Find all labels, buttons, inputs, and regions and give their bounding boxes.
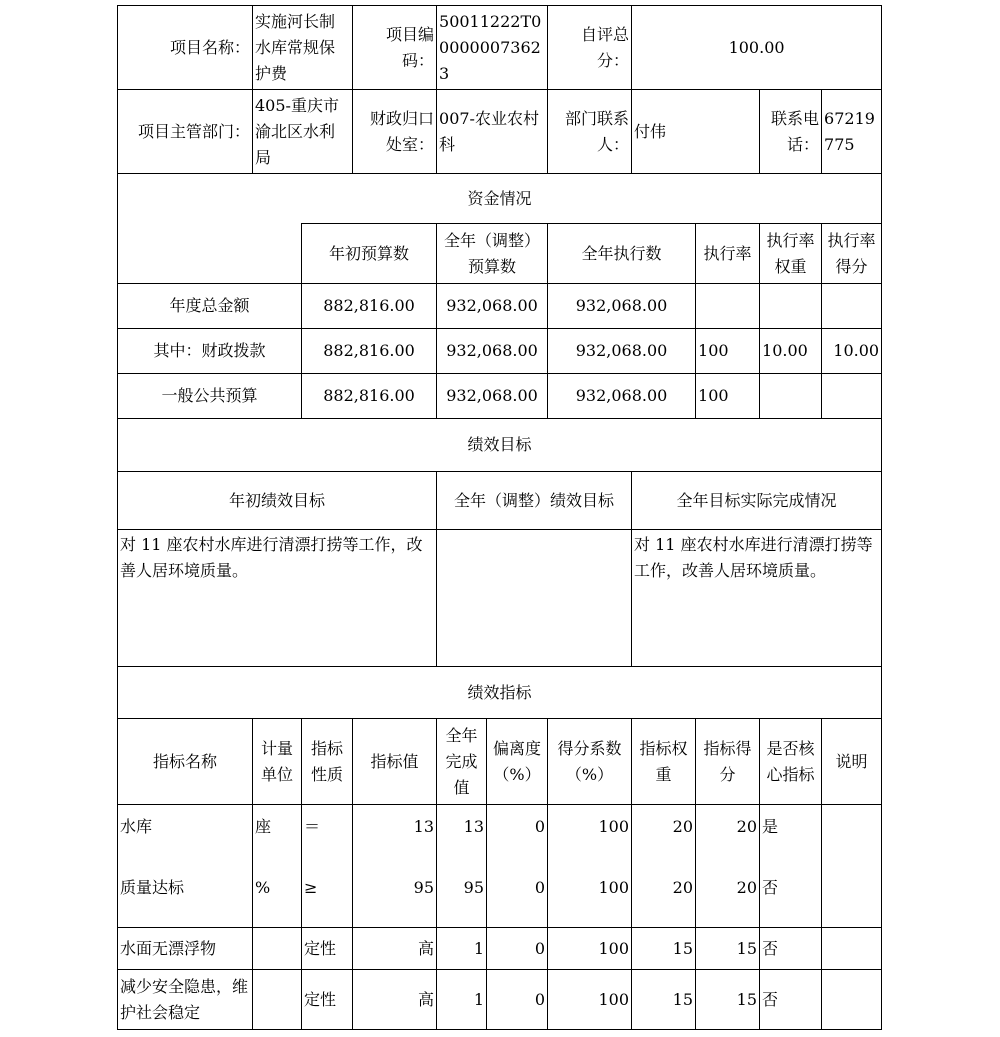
ind-done: 95 — [437, 850, 487, 928]
ind-weight: 15 — [632, 970, 696, 1030]
ind-unit — [253, 970, 302, 1030]
office-value: 007-农业农村科 — [437, 90, 548, 174]
ind-header-target: 指标值 — [353, 719, 437, 805]
ind-name: 质量达标 — [118, 850, 253, 928]
funds-row-label: 一般公共预算 — [118, 374, 302, 419]
funds-row-score: 10.00 — [822, 329, 882, 374]
funds-row-label: 其中：财政拨款 — [118, 329, 302, 374]
office-label: 财政归口处室： — [353, 90, 437, 174]
funds-row-adjusted: 932,068.00 — [437, 374, 548, 419]
ind-weight: 15 — [632, 928, 696, 970]
ind-coef: 100 — [548, 970, 632, 1030]
ind-nature: ＝ — [302, 805, 353, 850]
ind-score: 15 — [696, 928, 760, 970]
goals-header-adjusted: 全年（调整）绩效目标 — [437, 472, 632, 530]
ind-dev: 0 — [487, 805, 548, 850]
project-code-value: 50011222T000000073623 — [437, 6, 548, 90]
ind-dev: 0 — [487, 970, 548, 1030]
ind-coef: 100 — [548, 850, 632, 928]
ind-core: 否 — [760, 850, 822, 928]
ind-done: 13 — [437, 805, 487, 850]
ind-header-note: 说明 — [822, 719, 882, 805]
funds-row-weight — [760, 374, 822, 419]
contact-value: 付伟 — [632, 90, 760, 174]
project-name-value: 实施河长制水库常规保护费 — [253, 6, 353, 90]
table-row — [118, 928, 882, 970]
ind-header-dev: 偏离度（%） — [487, 719, 548, 805]
ind-target: 高 — [353, 928, 437, 970]
score-value: 100.00 — [632, 6, 882, 90]
goals-actual-text: 对 11 座农村水库进行清漂打捞等工作，改善人居环境质量。 — [632, 530, 882, 667]
funds-header-executed: 全年执行数 — [548, 224, 696, 284]
funds-row-executed: 932,068.00 — [548, 374, 696, 419]
funds-row-score — [822, 374, 882, 419]
ind-header-core: 是否核心指标 — [760, 719, 822, 805]
ind-header-weight: 指标权重 — [632, 719, 696, 805]
ind-core: 是 — [760, 805, 822, 850]
contact-label: 部门联系人： — [548, 90, 632, 174]
funds-header-blank — [118, 224, 302, 284]
ind-dev: 0 — [487, 928, 548, 970]
ind-nature: ≥ — [302, 850, 353, 928]
funds-row-rate — [696, 284, 760, 329]
ind-core: 否 — [760, 928, 822, 970]
funds-row-initial: 882,816.00 — [302, 284, 437, 329]
funds-row-adjusted: 932,068.00 — [437, 329, 548, 374]
ind-nature: 定性 — [302, 928, 353, 970]
ind-header-score: 指标得分 — [696, 719, 760, 805]
ind-header-name: 指标名称 — [118, 719, 253, 805]
table-row — [118, 970, 882, 1030]
ind-nature: 定性 — [302, 970, 353, 1030]
table-row — [118, 805, 882, 850]
funds-row-label: 年度总金额 — [118, 284, 302, 329]
ind-header-done: 全年完成值 — [437, 719, 487, 805]
funds-row-rate: 100 — [696, 374, 760, 419]
ind-unit — [253, 928, 302, 970]
ind-done: 1 — [437, 928, 487, 970]
funds-header-weight: 执行率权重 — [760, 224, 822, 284]
ind-coef: 100 — [548, 928, 632, 970]
funds-row-weight: 10.00 — [760, 329, 822, 374]
funds-row-executed: 932,068.00 — [548, 284, 696, 329]
funds-header-rate: 执行率 — [696, 224, 760, 284]
funds-header-score: 执行率得分 — [822, 224, 882, 284]
project-name-label: 项目名称： — [118, 6, 253, 90]
ind-header-unit: 计量单位 — [253, 719, 302, 805]
ind-target: 13 — [353, 805, 437, 850]
indicators-section-title: 绩效指标 — [118, 667, 882, 719]
ind-weight: 20 — [632, 805, 696, 850]
dept-label: 项目主管部门： — [118, 90, 253, 174]
evaluation-table — [117, 5, 882, 1030]
funds-header-initial: 年初预算数 — [302, 224, 437, 284]
funds-row-initial: 882,816.00 — [302, 329, 437, 374]
score-label: 自评总分： — [548, 6, 632, 90]
ind-name: 水库 — [118, 805, 253, 850]
goals-header-actual: 全年目标实际完成情况 — [632, 472, 882, 530]
funds-row-adjusted: 932,068.00 — [437, 284, 548, 329]
table-row — [118, 329, 882, 374]
dept-value: 405-重庆市渝北区水利局 — [253, 90, 353, 174]
phone-value: 67219775 — [822, 90, 882, 174]
table-row — [118, 374, 882, 419]
funds-row-rate: 100 — [696, 329, 760, 374]
ind-note — [822, 928, 882, 970]
ind-done: 1 — [437, 970, 487, 1030]
table-row — [118, 284, 882, 329]
ind-header-coef: 得分系数（%） — [548, 719, 632, 805]
ind-note — [822, 970, 882, 1030]
funds-header-adjusted: 全年（调整）预算数 — [437, 224, 548, 284]
ind-score: 15 — [696, 970, 760, 1030]
funds-row-score — [822, 284, 882, 329]
ind-unit: % — [253, 850, 302, 928]
funds-row-initial: 882,816.00 — [302, 374, 437, 419]
ind-note — [822, 850, 882, 928]
ind-coef: 100 — [548, 805, 632, 850]
ind-name: 减少安全隐患，维护社会稳定 — [118, 970, 253, 1030]
ind-name: 水面无漂浮物 — [118, 928, 253, 970]
goals-adjusted-text — [437, 530, 632, 667]
funds-section-title: 资金情况 — [118, 174, 882, 224]
ind-note — [822, 805, 882, 850]
goals-initial-text: 对 11 座农村水库进行清漂打捞等工作，改善人居环境质量。 — [118, 530, 437, 667]
ind-weight: 20 — [632, 850, 696, 928]
ind-score: 20 — [696, 805, 760, 850]
goals-section-title: 绩效目标 — [118, 419, 882, 472]
ind-header-nature: 指标性质 — [302, 719, 353, 805]
ind-unit: 座 — [253, 805, 302, 850]
funds-row-executed: 932,068.00 — [548, 329, 696, 374]
table-row — [118, 850, 882, 928]
goals-header-initial: 年初绩效目标 — [118, 472, 437, 530]
ind-target: 95 — [353, 850, 437, 928]
ind-target: 高 — [353, 970, 437, 1030]
phone-label: 联系电话： — [760, 90, 822, 174]
ind-core: 否 — [760, 970, 822, 1030]
ind-dev: 0 — [487, 850, 548, 928]
funds-row-weight — [760, 284, 822, 329]
project-code-label: 项目编码： — [353, 6, 437, 90]
ind-score: 20 — [696, 850, 760, 928]
